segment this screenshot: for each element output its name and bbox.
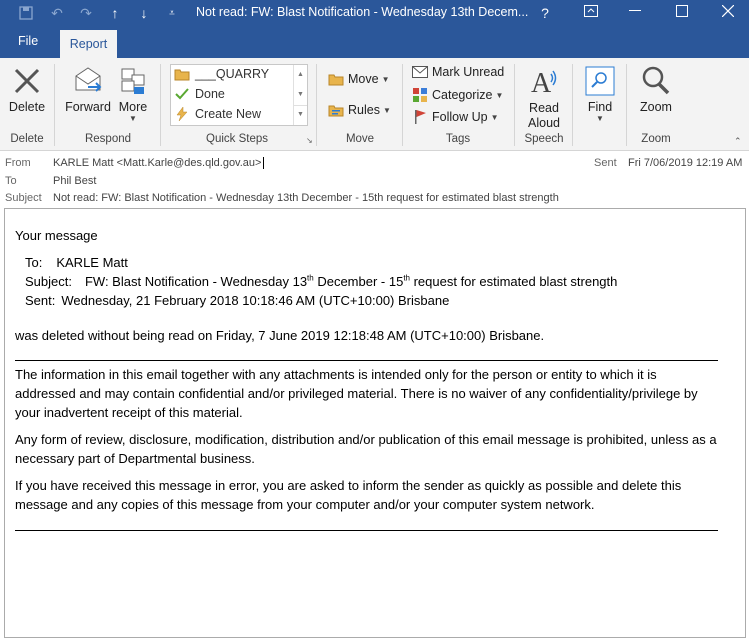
delete-icon: [6, 62, 48, 100]
close-icon[interactable]: [705, 0, 749, 22]
from-label: From: [5, 157, 31, 169]
move-button[interactable]: Move ▼: [328, 71, 390, 87]
deleted-line: was deleted without being read on Friday, 7 June 2019 12:18:48 AM (UTC+10:00) Brisbane.: [15, 328, 545, 343]
follow-up-button[interactable]: Follow Up ▼: [412, 109, 499, 125]
disclaimer-paragraph-2: Any form of review, disclosure, modification, distribution and/or publication of this email message is prohibited, unless as a necessary part of Departmental business.: [15, 432, 717, 466]
minimize-icon[interactable]: [612, 0, 658, 22]
forward-button[interactable]: Forward: [62, 62, 114, 114]
quick-steps-scrollbar[interactable]: [293, 65, 307, 125]
quick-step-done[interactable]: Done: [173, 87, 225, 101]
rules-icon: [328, 102, 344, 118]
envelope-icon: [412, 64, 428, 80]
divider: [572, 64, 573, 146]
find-icon: [580, 62, 620, 100]
message-header: [0, 152, 749, 208]
title-bar: [0, 0, 749, 28]
subject-value: Not read: FW: Blast Notification - Wednesday 13th December - 15th request for estimated blast strength: [53, 192, 559, 204]
divider: [160, 64, 161, 146]
dropdown-icon: ▼: [490, 112, 499, 122]
group-label-delete: Delete: [10, 133, 44, 145]
quick-steps-gallery: [170, 64, 308, 126]
checkmark-icon: [173, 88, 191, 100]
previous-item-icon[interactable]: ↑: [111, 5, 119, 21]
categorize-button[interactable]: Categorize ▼: [412, 87, 503, 103]
zoom-button[interactable]: Zoom: [636, 62, 676, 114]
ribbon: [0, 58, 749, 151]
lightning-icon: [173, 107, 191, 121]
disclaimer-paragraph-1: The information in this email together with any attachments is intended only for the person or entity to which it is addressed and may contain confidential and/or privileged material. There is no waiver of any confidentiality/privilege by your inadvertent receipt of this material.: [15, 367, 698, 420]
read-aloud-icon: [522, 62, 566, 100]
window-title: Not read: FW: Blast Notification - Wednesday 13th Decem...: [196, 5, 529, 19]
to-label: To: [5, 175, 17, 187]
divider: [316, 64, 317, 146]
delete-button[interactable]: Delete: [6, 62, 48, 114]
original-to-line: To: KARLE Matt: [25, 255, 128, 270]
tab-file[interactable]: File: [18, 34, 39, 48]
save-icon[interactable]: [14, 2, 38, 24]
divider: [402, 64, 403, 146]
zoom-magnifier-icon: [636, 62, 676, 100]
text-cursor: [263, 157, 264, 169]
ribbon-display-options-icon[interactable]: [568, 0, 614, 22]
next-item-icon[interactable]: ↓: [140, 5, 148, 21]
tab-report[interactable]: Report: [60, 30, 117, 58]
divider-bottom: [15, 530, 718, 531]
dropdown-icon: ▼: [382, 105, 391, 115]
sent-label: Sent: [594, 157, 617, 169]
from-value[interactable]: KARLE Matt <Matt.Karle@des.qld.gov.au>: [53, 157, 264, 169]
flag-icon: [412, 109, 428, 125]
svg-text:A: A: [531, 68, 552, 96]
forward-mail-icon: [62, 62, 114, 100]
quick-steps-launcher-icon[interactable]: ↘: [306, 136, 313, 145]
divider: [514, 64, 515, 146]
divider: [54, 64, 55, 146]
collapse-ribbon-icon[interactable]: ⌃: [734, 136, 742, 146]
group-label-tags: Tags: [445, 133, 471, 145]
find-button[interactable]: Find ▼: [580, 62, 620, 123]
scroll-down-icon[interactable]: ▼: [297, 91, 304, 98]
dropdown-icon: ▼: [381, 74, 390, 84]
message-body: [15, 226, 720, 531]
ribbon-tabs: [0, 28, 749, 58]
more-dropdown-icon: ▼: [129, 114, 137, 123]
more-respond-button[interactable]: More ▼: [116, 62, 150, 123]
sent-value: Fri 7/06/2019 12:19 AM: [628, 157, 743, 169]
redo-icon[interactable]: ↷: [80, 4, 92, 21]
body-intro: Your message: [15, 228, 98, 243]
read-aloud-button[interactable]: A Read Aloud: [522, 62, 566, 130]
disclaimer-paragraph-3: If you have received this message in error, you are asked to inform the sender as quickly as possible and delete this message and any copies of this message from your computer and/or your computer system network.: [15, 478, 682, 512]
original-subject-line: Subject: FW: Blast Notification - Wednesday 13th December - 15th request for estimated blast strength: [25, 273, 618, 289]
customize-toolbar-icon[interactable]: ⩡: [169, 7, 175, 19]
group-label-speech: Speech: [524, 133, 564, 145]
group-label-move: Move: [345, 133, 375, 145]
undo-icon[interactable]: ↶: [51, 4, 63, 21]
folder-icon: [173, 68, 191, 81]
original-sent-line: Sent: Wednesday, 21 February 2018 10:18:46 AM (UTC+10:00) Brisbane: [25, 293, 450, 308]
more-respond-icon: [116, 62, 150, 100]
maximize-icon[interactable]: [659, 0, 705, 22]
quick-step-create-new[interactable]: Create New: [173, 107, 261, 121]
divider: [626, 64, 627, 146]
find-dropdown-icon: ▼: [596, 114, 604, 123]
scroll-up-icon[interactable]: ▲: [297, 71, 304, 78]
group-label-quick-steps: Quick Steps: [206, 133, 268, 145]
help-button[interactable]: ?: [541, 5, 549, 21]
group-label-respond: Respond: [84, 133, 132, 145]
group-label-zoom: Zoom: [641, 133, 671, 145]
mark-unread-button[interactable]: Mark Unread: [412, 64, 504, 80]
move-folder-icon: [328, 71, 344, 87]
dropdown-icon: ▼: [495, 90, 504, 100]
to-value[interactable]: Phil Best: [53, 175, 97, 187]
categorize-icon: [412, 87, 428, 103]
rules-button[interactable]: Rules ▼: [328, 102, 391, 118]
expand-gallery-icon[interactable]: ▼: [294, 105, 307, 123]
subject-label: Subject: [5, 192, 42, 204]
quick-step-quarry[interactable]: ___QUARRY: [173, 67, 269, 81]
